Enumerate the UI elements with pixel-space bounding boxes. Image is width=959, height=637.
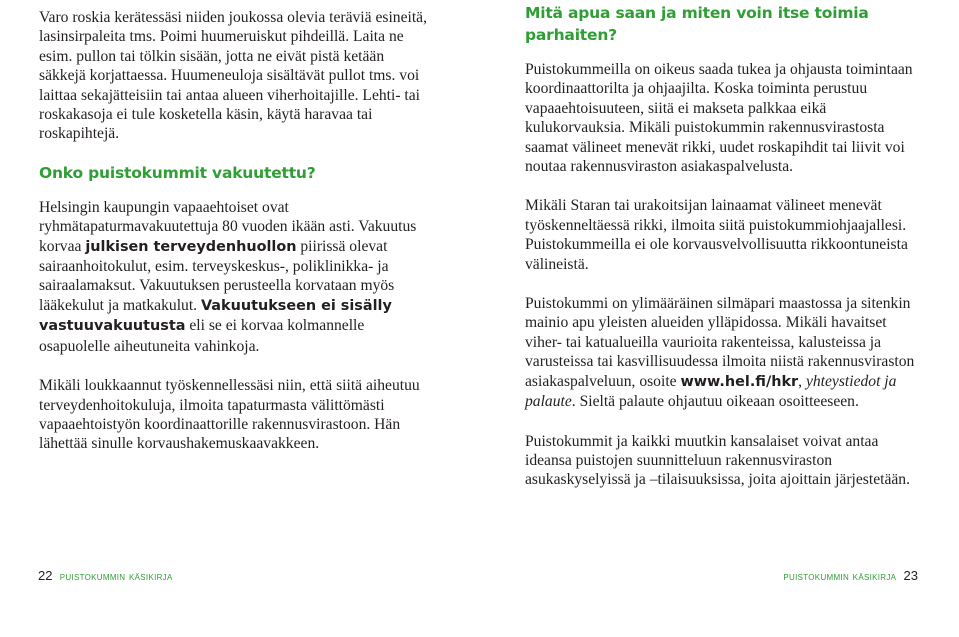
injury-paragraph: Mikäli loukkaannut työskennellessäsi niin, että siitä aiheutuu terveydenhoitokuluja, ilmoita tapaturmasta välittömästi vapaaehtoistyön koordinaattorille rakennusvirastoon. Hän lähettää sinulle korvaushakemuskaavakkeen. [39,377,420,453]
insurance-paragraph: Helsingin kaupungin vapaaehtoiset ovat ryhmätapaturmavakuutettuja 80 vuoden ikään asti. Vakuutus korvaa julkisen terveydenhuollon piirissä olevat sairaanhoitokulut, esim. terveyskeskus-, poliklinikka- ja sairaalamaksut. Vakuutuksen perusteella korvataan myös lääkekulut ja matkakulut. Vakuutukseen ei sisälly vastuuvakuutusta eli se ei korvaa kolmannelle osapuolelle aiheutuneita vahinkoja. [39,198,417,355]
insurance-heading: Onko puistokummit vakuutettu? [39,163,316,182]
public-healthcare-emphasis: julkisen terveydenhuollon [85,238,297,255]
broken-tools-paragraph: Mikäli Staran tai urakoitsijan lainaamat välineet menevät työskenneltäessä rikki, ilmoita siitä puistokummiohjaajallesi. Puistokummeilla ei ole korvausvelvollisuutta rikkoontuneista välineistä. [525,197,908,273]
page-number-right: 23 [903,568,918,583]
right-footer [783,568,918,583]
footer-title-left: puistokummin käsikirja [59,569,173,583]
no-liability-emphasis: Vakuutukseen ei sisälly vastuuvakuutusta [39,297,392,335]
safety-paragraph: Varo roskia kerätessäsi niiden joukossa olevia teräviä esineitä, lasinsirpaleita tms. Poimi huumeruiskut pihdeillä. Laita ne esim. pullon tai tölkin sisään, jotta ne eivät pistä ketään säkkejä korjattaessa. Huumeneuloja sisältävät pullot tms. voi laittaa sekajätteisiin tai antaa alueen viherhoitajille. Lehti- tai roskakasoja ei tule kosketella käsin, käytä haravaa tai roskapihtejä. [39,9,427,143]
help-heading: Mitä apua saan ja miten voin itse toimia parhaiten? [525,4,869,44]
footer-title-right: puistokummin käsikirja [783,569,897,583]
report-damage-paragraph: Puistokummi on ylimääräinen silmäpari maastossa ja sitenkin mainio apu yleisten alueiden ylläpidossa. Mikäli havaitset viher- tai katualueilla vaurioita rakenteissa, kalusteissa ja varusteissa tai kasvillisuudessa ilmoita niistä rakennusviraston asiakaspalveluun, osoite www.hel.fi/hkr, yhteystiedot ja palaute. Sieltä palaute ohjautuu oikeaan osoitteeseen. [525,295,915,411]
support-paragraph: Puistokummeilla on oikeus saada tukea ja ohjausta toimintaan koordinaattorilta ja ohjaajilta. Koska toiminta perustuu vapaaehtoisuuteen, siitä ei makseta palkkaa eikä kulukorvauksia. Mikäli puistokummin rakennusvirastosta saamat välineet menevät rikki, uudet roskapihdit tai liivit voi noutaa rakennusviraston asiakaspalvelusta. [525,61,913,176]
left-text-column [39,8,429,454]
right-text-column [525,2,925,490]
right-page [480,0,959,637]
contact-info-italic: yhteystiedot ja palaute [525,372,897,411]
left-footer [38,568,173,583]
ideas-paragraph: Puistokummit ja kaikki muutkin kansalaiset voivat antaa ideansa puistojen suunnitteluun rakennusviraston asukaskyselyissä ja –tilaisuuksissa, joita ajoittain järjestetään. [525,432,910,489]
website-link[interactable]: www.hel.fi/hkr [680,373,799,390]
page-number-left: 22 [38,568,53,583]
